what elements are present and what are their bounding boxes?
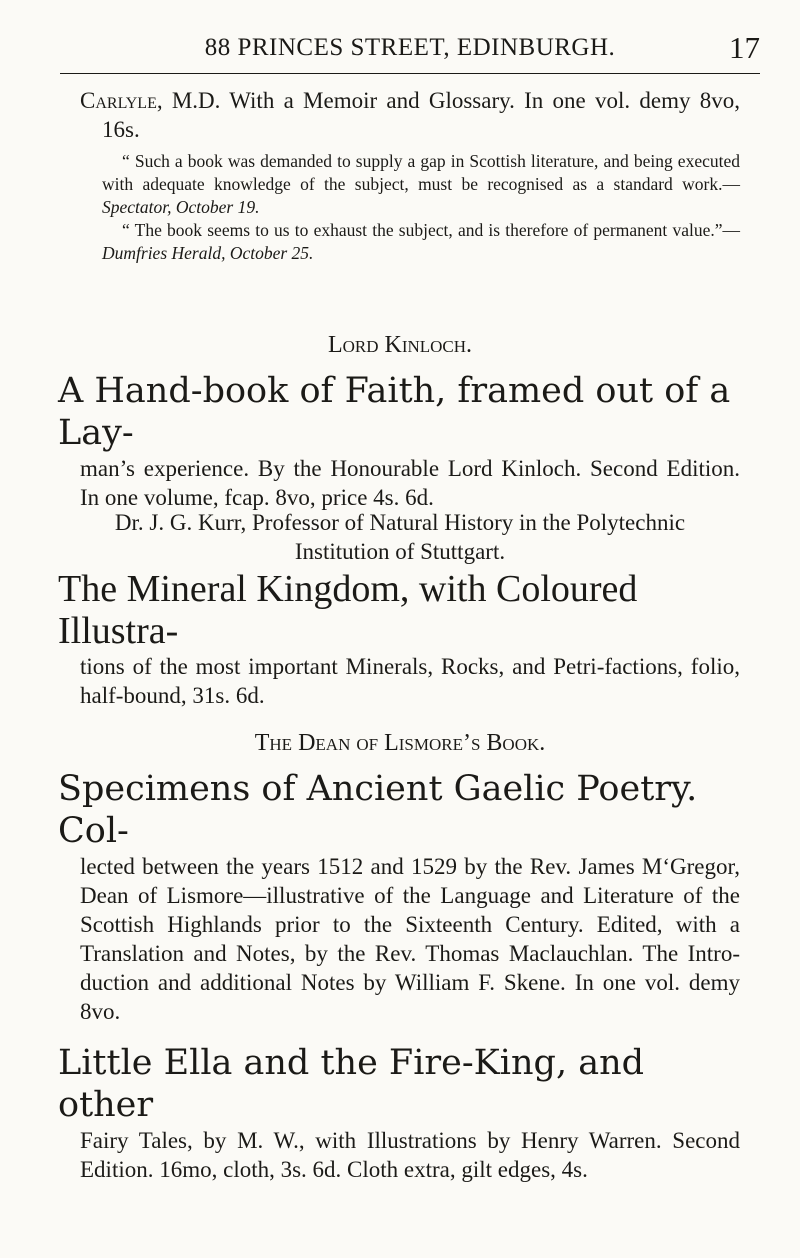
entry-carlyle <box>80 86 740 265</box>
entry-kinloch-description: man’s experience. By the Honourable Lord Kinloch. Second Edition. In one volume, fcap. 8vo, price 4s. 6d. <box>80 456 740 510</box>
entry-ella-description: Fairy Tales, by M. W., with Illustrations by Henry Warren. Second Edition. 16mo, cloth, 3s. 6d. Cloth extra, gilt edges, 4s. <box>80 1128 740 1182</box>
entry-carlyle-description: With a Memoir and Glossary. In one vol. demy 8vo, 16s. <box>102 88 740 142</box>
entry-kinloch <box>58 370 740 512</box>
entry-carlyle-text <box>80 86 740 144</box>
running-head <box>60 30 760 70</box>
entry-ella-title: Little Ella and the Fire-King, and other <box>58 1043 645 1125</box>
running-head-title: 88 PRINCES STREET, EDINBURGH. <box>204 34 616 61</box>
review-quotes <box>80 150 740 265</box>
page-number: 17 <box>729 30 760 65</box>
entry-kurr <box>58 568 740 710</box>
section-author-kinloch: Lord Kinloch. <box>327 332 473 358</box>
entry-kurr-description: tions of the most important Minerals, Rocks, and Petri-factions, folio, half-bound, 31s. 6d. <box>80 654 740 708</box>
section-author-lismore: The Dean of Lismore’s Book. <box>254 730 546 756</box>
entry-lismore-title: Specimens of Ancient Gaelic Poetry. Col- <box>58 769 698 851</box>
entry-kurr-title: The Mineral Kingdom, with Coloured Illustra- <box>58 568 638 652</box>
review-quote-spectator: “ Such a book was demanded to supply a gap in Scottish literature, and being executed with adequate knowledge of the subject, must be recognised as a standard work.—Spectator, October 19. <box>102 151 740 217</box>
entry-lismore <box>58 768 740 1026</box>
entry-carlyle-author: Carlyle, M.D. <box>80 88 221 113</box>
review-quote-dumfries: “ The book seems to us to exhaust the subject, and is therefore of permanent value.”—Dumfries Herald, October 25. <box>102 220 740 263</box>
header-rule <box>60 73 760 74</box>
entry-ella <box>58 1042 740 1184</box>
entry-lismore-description: lected between the years 1512 and 1529 by the Rev. James M‘Gregor, Dean of Lismore—illustrative of the Language and Literature of the Scottish Highlands prior to the Sixteenth Century. Edited, with a Translation and Notes, by the Rev. Thomas Maclauchlan. The Intro-duction and additional Notes by William F. Skene. In one vol. demy 8vo. <box>80 854 740 1024</box>
entry-kinloch-title: A Hand-book of Faith, framed out of a Lay- <box>58 371 731 453</box>
entry-kurr-author: Dr. J. G. Kurr, Professor of Natural History in the Polytechnic Institution of Stuttgart. <box>114 510 686 564</box>
